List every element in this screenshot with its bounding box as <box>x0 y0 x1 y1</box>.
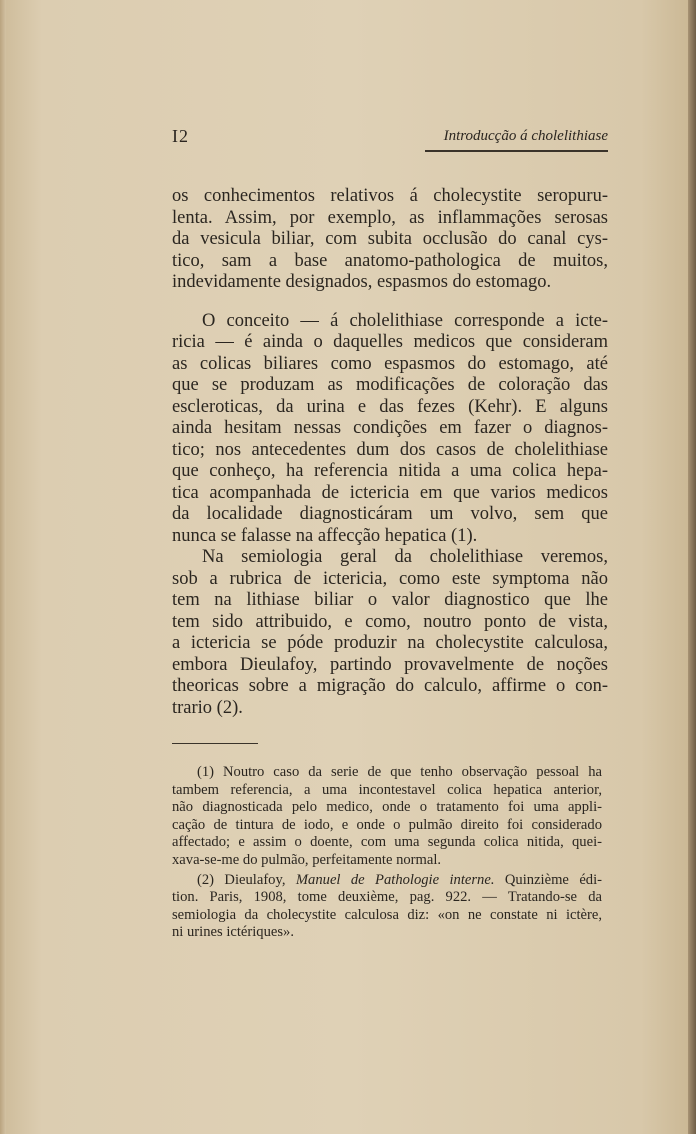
page-right-edge <box>688 0 696 1134</box>
footnote-line: xava-se-me do pulmão, perfeitamente normal. <box>172 851 442 868</box>
footnote-line: não diagnosticada pelo medico, onde o tratamento foi uma appli- <box>172 799 602 816</box>
footnote-line: cação de tintura de iodo, e onde o pulmão direito foi considerado <box>172 816 602 833</box>
text-line: da vesicula biliar, com subita occlusão do canal cys- <box>172 229 608 249</box>
footnote-line: semiologia da cholecystite calculosa diz: «on ne constate ni ictère, <box>172 906 602 923</box>
paragraph-3 <box>172 547 608 719</box>
book-title: Manuel de Pathologie interne. <box>295 871 495 888</box>
footnote-citation-pre: (2) Dieulafoy, <box>197 871 296 888</box>
footnote-2 <box>172 872 602 942</box>
footnote-citation-post: Quinzième édi- <box>494 871 603 888</box>
footnote-line: tion. Paris, 1908, tome deuxième, pag. 922. — Tratando-se da <box>172 889 602 906</box>
text-line: escleroticas, da urina e das fezes (Kehr). E alguns <box>172 396 608 417</box>
text-line: O conceito — á cholelithiase corresponde a icte- <box>202 310 608 331</box>
footnotes <box>172 764 602 942</box>
text-line: tico, sam a base anatomo-pathologica de muitos, <box>172 250 608 271</box>
page-number: I2 <box>172 126 189 146</box>
text-line: ricia — é ainda o daquelles medicos que consideram <box>172 332 608 352</box>
text-line: os conhecimentos relativos á cholecystite seropuru- <box>172 186 608 206</box>
text-line: sob a rubrica de ictericia, como este symptoma não <box>172 568 608 589</box>
page-left-edge <box>0 0 6 1134</box>
running-head: Introducção á cholelithiase <box>443 128 608 144</box>
footnote-1 <box>172 764 602 870</box>
text-line: a ictericia se póde produzir na cholecystite calculosa, <box>172 633 608 653</box>
footnote-line: (1) Noutro caso da serie de que tenho observação pessoal ha <box>197 764 602 780</box>
text-line: ainda hesitam nessas condições em fazer o diagnos- <box>172 418 608 438</box>
text-line: theoricas sobre a migração do calculo, affirme o con- <box>172 676 608 696</box>
text-line: tem sido attribuido, e como, noutro ponto de vista, <box>172 611 608 632</box>
footnote-line: ni urines ictériques». <box>172 924 294 941</box>
text-line: que se produzam as modificações de coloração das <box>172 375 608 395</box>
footnote-line: affectado; e assim o doente, com uma segunda colica nitida, quei- <box>172 834 602 851</box>
text-line: da localidade diagnosticáram um volvo, sem que <box>172 504 608 524</box>
text-line: que conheço, ha referencia nitida a uma colica hepa- <box>172 461 608 481</box>
text-line: tem na lithiase biliar o valor diagnostico que lhe <box>172 590 608 610</box>
text-line: lenta. Assim, por exemplo, as inflammações serosas <box>172 207 608 228</box>
text-line: Na semiologia geral da cholelithiase veremos, <box>202 547 608 567</box>
paragraph-2 <box>172 311 608 548</box>
text-line: trario (2). <box>172 697 243 718</box>
text-line: indevidamente designados, espasmos do estomago. <box>172 272 552 292</box>
footnote-rule <box>172 743 258 744</box>
page-header <box>172 126 608 152</box>
text-line: embora Dieulafoy, partindo provavelmente de noções <box>172 654 608 675</box>
footnote-line <box>172 872 602 890</box>
header-rule <box>425 150 608 152</box>
paragraph-1 <box>172 186 608 294</box>
text-line: tico; nos antecedentes dum dos casos de cholelithiase <box>172 439 608 460</box>
text-line: as colicas biliares como espasmos do estomago, até <box>172 353 608 374</box>
body-text <box>172 186 608 719</box>
text-line: tica acompanhada de ictericia em que varios medicos <box>172 482 608 503</box>
footnote-line: tambem referencia, a uma incontestavel colica hepatica anterior, <box>172 781 602 798</box>
text-line: nunca se falasse na affecção hepatica (1). <box>172 525 478 546</box>
